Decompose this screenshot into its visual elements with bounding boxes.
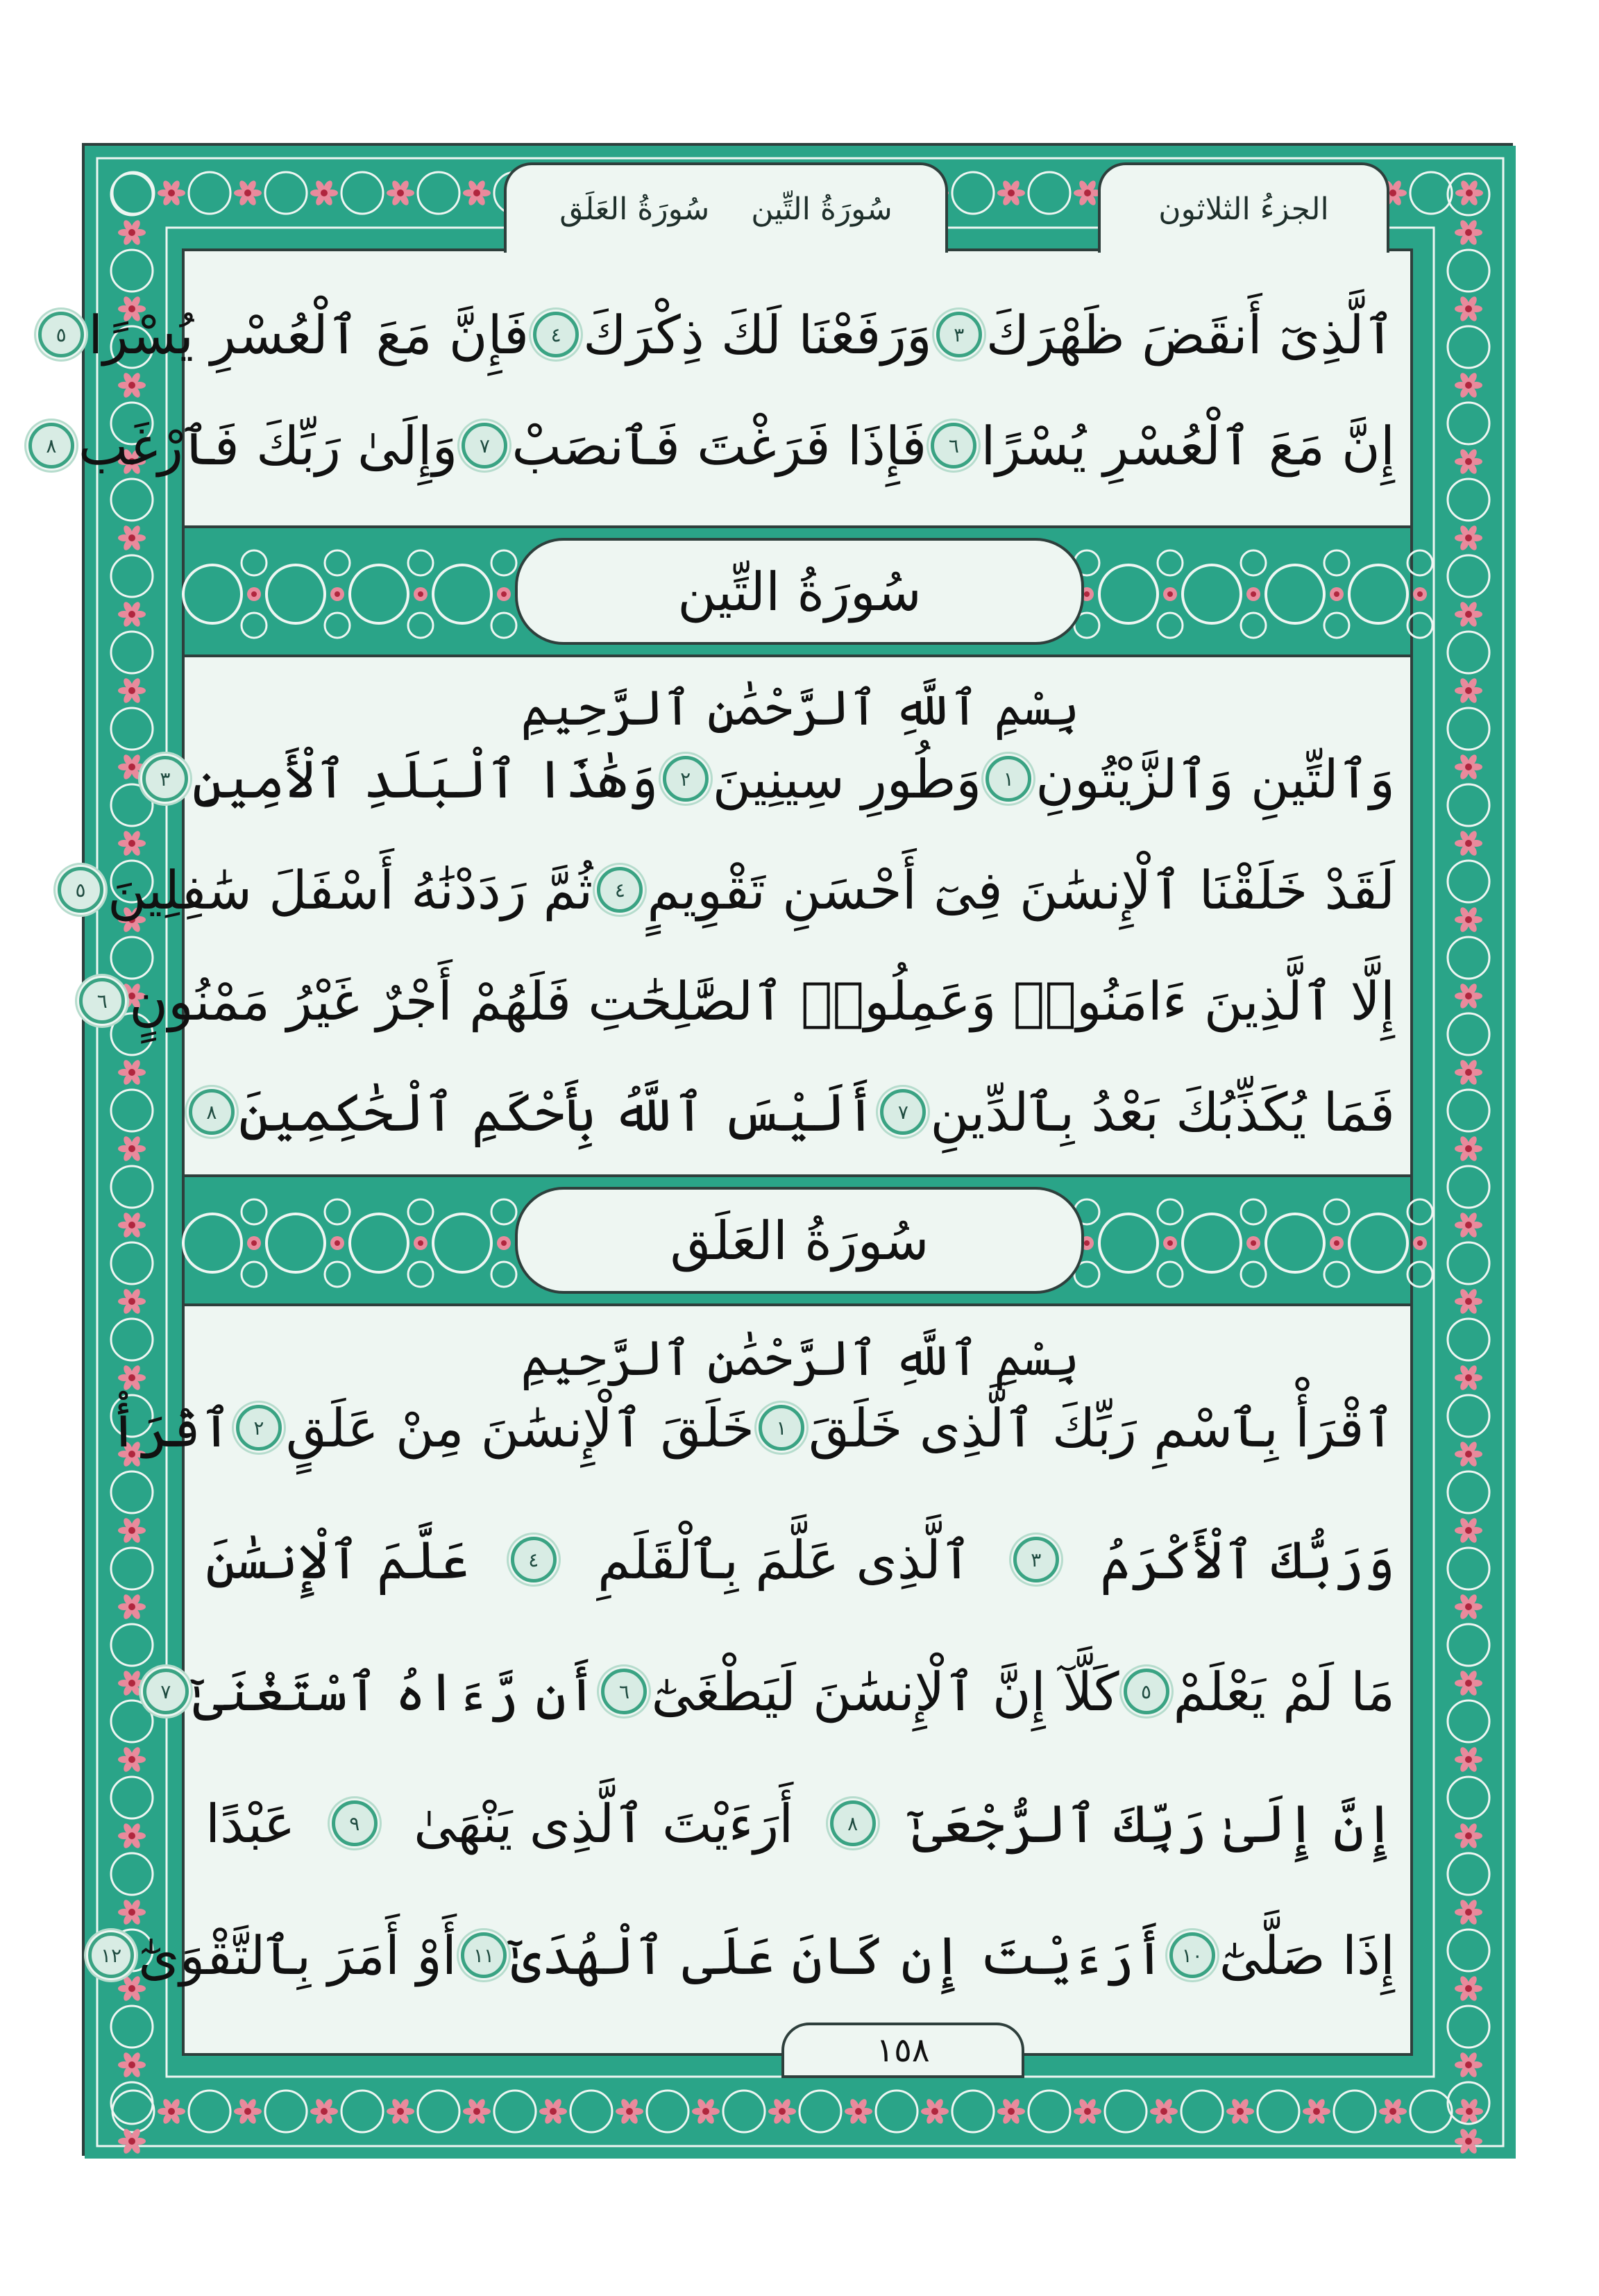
flower-center xyxy=(397,189,404,196)
flower-center xyxy=(1465,1222,1472,1229)
flower-center xyxy=(1465,916,1472,923)
verse-line xyxy=(96,952,1395,1049)
band-flower-center xyxy=(335,1240,340,1246)
ayah-number-marker: ١ xyxy=(759,1405,804,1451)
verse-line xyxy=(108,1379,1395,1476)
band-scroll xyxy=(1324,550,1349,575)
flower-center xyxy=(128,1680,135,1687)
band-scroll xyxy=(408,613,433,638)
band-flower-center xyxy=(418,591,423,597)
flower-center xyxy=(321,2108,328,2115)
flower-center xyxy=(244,189,251,196)
flower-center xyxy=(244,2108,251,2115)
ayah-number-marker: ٣ xyxy=(936,312,982,357)
band-flower-center xyxy=(501,1240,507,1246)
verse-text: إِذَا صَلَّىٰٓ xyxy=(1219,1924,1395,1986)
flower-center xyxy=(128,1298,135,1305)
flower-center xyxy=(1465,534,1472,541)
flower-center xyxy=(1465,1374,1472,1381)
band-scroll xyxy=(1324,1262,1349,1287)
verse-line xyxy=(101,1907,1395,2004)
ayah-number-marker: ٤ xyxy=(511,1537,557,1582)
flower-center xyxy=(1465,1756,1472,1763)
text-panel xyxy=(46,191,1413,2070)
flower-center xyxy=(1389,2108,1396,2115)
band-scroll xyxy=(1099,1214,1158,1272)
band-scroll xyxy=(242,1199,266,1224)
band-flower-center xyxy=(335,591,340,597)
flower-center xyxy=(1465,1680,1472,1687)
ayah-number-marker: ٩ xyxy=(332,1800,378,1846)
flower-center xyxy=(1466,189,1473,196)
flower-center xyxy=(1465,1832,1472,1839)
flower-center xyxy=(128,1374,135,1381)
band-scroll xyxy=(1183,565,1241,623)
band-scroll xyxy=(433,565,491,623)
band-scroll xyxy=(1158,1262,1183,1287)
page-number-tab xyxy=(781,2023,1024,2078)
band-scroll xyxy=(1349,1214,1407,1272)
verse-text: وَرَبُّكَ ٱلْأَكْرَمُ xyxy=(1100,1528,1395,1591)
flower-center xyxy=(1465,305,1472,312)
flower-center xyxy=(168,189,175,196)
ayah-number-marker: ٨ xyxy=(28,423,74,469)
verse-text: عَلَّمَ ٱلْإِنسَٰنَ xyxy=(205,1528,470,1591)
verse-line xyxy=(205,1511,1395,1608)
verse-text: فَإِنَّ مَعَ ٱلْعُسْرِ يُسْرًا xyxy=(88,303,530,366)
band-flower-center xyxy=(251,591,257,597)
flower-center xyxy=(128,611,135,618)
band-scroll xyxy=(183,565,242,623)
band-scroll xyxy=(1158,613,1183,638)
flower-center xyxy=(1465,1527,1472,1534)
flower-center xyxy=(550,2108,557,2115)
band-flower-center xyxy=(1417,1240,1423,1246)
band-flower-center xyxy=(1334,1240,1339,1246)
verse-text: فَإِذَا فَرَغْتَ فَٱنصَبْ xyxy=(511,414,927,477)
band-scroll xyxy=(408,550,433,575)
verse-text: كَلَّآ إِنَّ ٱلْإِنسَٰنَ لَيَطْغَىٰٓ xyxy=(651,1660,1119,1723)
verse-text: وَرَفَعْنَا لَكَ ذِكْرَكَ xyxy=(583,303,932,366)
flower-center xyxy=(128,1145,135,1152)
flower-center xyxy=(128,1756,135,1763)
band-scroll xyxy=(1349,565,1407,623)
verse-line xyxy=(56,286,1395,383)
ayah-number-marker: ٧ xyxy=(143,1669,189,1714)
band-scroll xyxy=(350,1214,408,1272)
verse-text: ٱلَّذِى عَلَّمَ بِٱلْقَلَمِ xyxy=(597,1528,972,1591)
band-scroll xyxy=(433,1214,491,1272)
verse-line xyxy=(75,841,1395,938)
ayah-number-marker: ٥ xyxy=(38,312,84,357)
flower-center xyxy=(1160,2108,1167,2115)
surah-header-right: سُورَةُ التِّين xyxy=(751,191,892,227)
band-scroll xyxy=(491,1199,516,1224)
flower-center xyxy=(128,1909,135,1916)
verse-text: ٱلَّذِىٓ أَنقَضَ ظَهْرَكَ xyxy=(985,303,1395,366)
band-flower-center xyxy=(1167,1240,1173,1246)
surah-header-band-tin xyxy=(182,525,1413,657)
flower-center xyxy=(1008,2108,1015,2115)
verse-text: أَوْ أَمَرَ بِٱلتَّقْوَىٰٓ xyxy=(138,1924,457,1986)
ayah-number-marker: ١١ xyxy=(461,1932,507,1978)
band-scroll xyxy=(242,1262,266,1287)
flower-center xyxy=(128,1985,135,1992)
flower-center xyxy=(128,382,135,389)
ayah-number-marker: ٧ xyxy=(462,423,507,469)
ayah-number-marker: ٣ xyxy=(1013,1537,1059,1582)
band-flower-center xyxy=(1167,591,1173,597)
ayah-number-marker: ٦ xyxy=(79,978,125,1024)
verse-text: خَلَقَ ٱلْإِنسَٰنَ مِنْ عَلَقٍ xyxy=(285,1396,755,1459)
flower-center xyxy=(128,1069,135,1076)
band-scroll xyxy=(1099,565,1158,623)
verse-text: ثُمَّ رَدَدْنَٰهُ أَسْفَلَ سَٰفِلِينَ xyxy=(107,859,593,921)
flower-center xyxy=(1465,1909,1472,1916)
flower-center xyxy=(855,2108,862,2115)
flower-center xyxy=(1084,189,1091,196)
juz-label: الجزءُ الثلاثون xyxy=(1158,191,1329,227)
juz-header-tab xyxy=(1098,162,1389,253)
flower-center xyxy=(128,1603,135,1610)
flower-center xyxy=(128,2061,135,2068)
band-scroll xyxy=(1183,1214,1241,1272)
flower-center xyxy=(779,2108,786,2115)
band-scroll xyxy=(325,1199,350,1224)
verse-text: إِنَّ إِلَىٰ رَبِّكَ ٱلرُّجْعَىٰٓ xyxy=(912,1792,1395,1855)
flower-center xyxy=(128,840,135,847)
flower-center xyxy=(473,2108,480,2115)
flower-center xyxy=(1465,1145,1472,1152)
ayah-number-marker: ٨ xyxy=(830,1800,876,1846)
verse-line xyxy=(46,397,1395,494)
band-flower-center xyxy=(1417,591,1423,597)
flower-center xyxy=(1465,1603,1472,1610)
verse-text: عَبْدًا xyxy=(205,1792,296,1855)
basmala-alaq: بِسْمِ ٱللَّهِ ٱلرَّحْمَٰنِ ٱلرَّحِيمِ xyxy=(521,1330,1080,1387)
flower-center xyxy=(1465,458,1472,465)
verse-line xyxy=(160,1643,1395,1740)
flower-center xyxy=(626,2108,633,2115)
flower-center xyxy=(128,763,135,770)
band-scroll xyxy=(1266,565,1324,623)
ayah-number-marker: ٨ xyxy=(189,1089,235,1135)
surah-title-alaq xyxy=(515,1187,1084,1294)
band-flower-center xyxy=(1084,1240,1090,1246)
band-scroll xyxy=(1324,613,1349,638)
verse-line xyxy=(205,1063,1395,1160)
verse-text: أَلَيْسَ ٱللَّهُ بِأَحْكَمِ ٱلْحَٰكِمِينَ xyxy=(238,1081,877,1143)
verse-text: وَطُورِ سِينِينَ xyxy=(712,748,982,810)
ayah-number-marker: ٧ xyxy=(880,1089,926,1135)
verse-text: إِلَّا ٱلَّذِينَ ءَامَنُوا۟ وَعَمِلُوا۟ ٱلصَّٰلِحَٰتِ فَلَهُمْ أَجْرٌ غَيْرُ مَمْنُونٍ xyxy=(129,970,1395,1032)
surah-title-alaq-text: سُورَةُ العَلَق xyxy=(670,1209,929,1272)
flower-center xyxy=(1465,611,1472,618)
surah-header-tab xyxy=(504,162,948,253)
flower-center xyxy=(1465,1985,1472,1992)
flower-center xyxy=(128,1527,135,1534)
band-scroll xyxy=(325,1262,350,1287)
flower-center xyxy=(1389,189,1396,196)
band-scroll xyxy=(491,550,516,575)
flower-center xyxy=(128,687,135,694)
flower-center xyxy=(702,2108,709,2115)
ayah-number-marker: ٣ xyxy=(142,756,188,802)
verse-text: وَهَٰذَا ٱلْبَلَدِ ٱلْأَمِينِ xyxy=(192,748,659,810)
ayah-number-marker: ٥ xyxy=(58,867,103,913)
band-flower-center xyxy=(501,591,507,597)
surah-header-band-alaq xyxy=(182,1174,1413,1306)
verse-text: ٱقْرَأْ بِٱسْمِ رَبِّكَ ٱلَّذِى خَلَقَ xyxy=(809,1396,1395,1459)
surah-header-left: سُورَةُ العَلَق xyxy=(559,191,710,227)
ayah-number-marker: ٦ xyxy=(601,1669,647,1714)
flower-center xyxy=(168,2108,175,2115)
flower-center xyxy=(1084,2108,1091,2115)
band-scroll xyxy=(242,613,266,638)
flower-center xyxy=(321,189,328,196)
flower-center xyxy=(128,534,135,541)
verse-text: لَقَدْ خَلَقْنَا ٱلْإِنسَٰنَ فِىٓ أَحْسَنِ تَقْوِيمٍ xyxy=(647,859,1395,921)
flower-center xyxy=(473,189,480,196)
ayah-number-marker: ٦ xyxy=(931,423,976,469)
surah-title-tin xyxy=(515,538,1084,645)
verse-text: أَرَءَيْتَ إِن كَانَ عَلَى ٱلْهُدَىٰٓ xyxy=(510,1924,1165,1986)
verse-text: مَا لَمْ يَعْلَمْ xyxy=(1173,1660,1395,1723)
flower-center xyxy=(1313,2108,1320,2115)
band-scroll xyxy=(350,565,408,623)
band-scroll xyxy=(491,1262,516,1287)
flower-center xyxy=(397,2108,404,2115)
band-scroll xyxy=(242,550,266,575)
band-flower-center xyxy=(1334,591,1339,597)
band-scroll xyxy=(1158,550,1183,575)
band-scroll xyxy=(1241,1262,1266,1287)
flower-center xyxy=(1465,1451,1472,1458)
flower-center xyxy=(128,1222,135,1229)
band-scroll xyxy=(1241,550,1266,575)
flower-center xyxy=(1465,687,1472,694)
verse-text: فَمَا يُكَذِّبُكَ بَعْدُ بِٱلدِّينِ xyxy=(930,1081,1395,1143)
band-scroll xyxy=(325,613,350,638)
band-scroll xyxy=(408,1199,433,1224)
band-scroll xyxy=(266,1214,325,1272)
verse-text: ٱقْرَأْ xyxy=(108,1396,232,1459)
band-flower-center xyxy=(1084,591,1090,597)
verse-text: أَن رَّءَاهُ ٱسْتَغْنَىٰٓ xyxy=(192,1660,598,1723)
verse-line xyxy=(205,1775,1395,1872)
flower-center xyxy=(1465,1298,1472,1305)
band-scroll xyxy=(408,1262,433,1287)
band-scroll xyxy=(325,550,350,575)
band-scroll xyxy=(266,565,325,623)
band-flower-center xyxy=(251,1240,257,1246)
band-flower-center xyxy=(1251,591,1256,597)
ayah-number-marker: ٥ xyxy=(1124,1669,1169,1714)
flower-center xyxy=(1465,2061,1472,2068)
band-scroll xyxy=(1241,613,1266,638)
flower-center xyxy=(128,229,135,236)
flower-center xyxy=(1465,1069,1472,1076)
surah-title-tin-text: سُورَةُ التِّين xyxy=(677,560,922,623)
flower-center xyxy=(1465,993,1472,999)
band-scroll xyxy=(1324,1199,1349,1224)
flower-center xyxy=(1465,763,1472,770)
band-scroll xyxy=(1158,1199,1183,1224)
verse-text: وَإِلَىٰ رَبِّكَ فَٱرْغَب xyxy=(78,414,458,477)
ayah-number-marker: ٤ xyxy=(597,867,643,913)
ayah-number-marker: ١٢ xyxy=(88,1932,134,1978)
ayah-number-marker: ١٠ xyxy=(1169,1932,1215,1978)
flower-center xyxy=(1465,2138,1472,2145)
verse-text: أَرَءَيْتَ ٱلَّذِى يَنْهَىٰ xyxy=(414,1792,794,1855)
ayah-number-marker: ١ xyxy=(985,756,1031,802)
page-frame xyxy=(46,143,1513,2156)
flower-center xyxy=(1008,189,1015,196)
flower-center xyxy=(1466,2108,1473,2115)
flower-center xyxy=(128,1832,135,1839)
flower-center xyxy=(931,2108,938,2115)
band-scroll xyxy=(1241,1199,1266,1224)
ayah-number-marker: ٢ xyxy=(663,756,709,802)
band-flower-center xyxy=(1251,1240,1256,1246)
band-scroll xyxy=(491,613,516,638)
flower-center xyxy=(128,2138,135,2145)
verse-text: وَٱلتِّينِ وَٱلزَّيْتُونِ xyxy=(1035,748,1395,810)
flower-center xyxy=(1237,2108,1244,2115)
flower-center xyxy=(1465,840,1472,847)
band-scroll xyxy=(1266,1214,1324,1272)
flower-center xyxy=(1465,382,1472,389)
ayah-number-marker: ٤ xyxy=(533,312,579,357)
basmala-tin: بِسْمِ ٱللَّهِ ٱلرَّحْمَٰنِ ٱلرَّحِيمِ xyxy=(521,679,1080,736)
flower-center xyxy=(1465,229,1472,236)
ayah-number-marker: ٢ xyxy=(236,1405,282,1451)
band-flower-center xyxy=(418,1240,423,1246)
band-scroll xyxy=(183,1214,242,1272)
page-number: ١٥٨ xyxy=(876,2031,930,2070)
verse-line xyxy=(160,730,1395,827)
verse-text: إِنَّ مَعَ ٱلْعُسْرِ يُسْرًا xyxy=(981,414,1395,477)
